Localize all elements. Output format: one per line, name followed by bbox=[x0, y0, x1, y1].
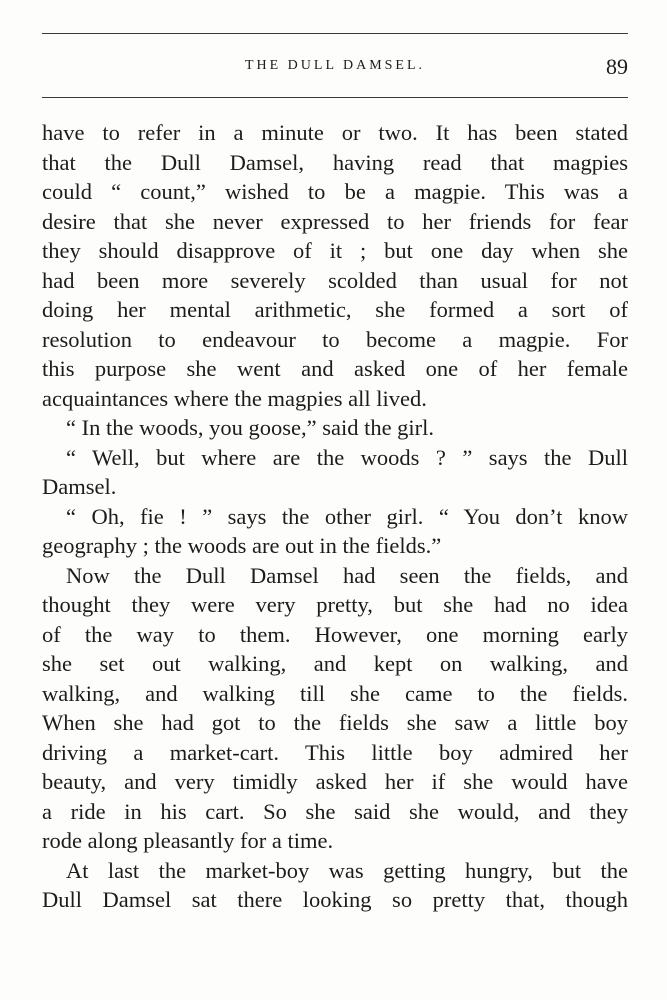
text-line: doing her mental arithmetic, she formed a sort of bbox=[42, 297, 628, 322]
running-title: THE DULL DAMSEL. bbox=[244, 58, 426, 73]
text-line: Dull Damsel sat there looking so pretty that, though bbox=[42, 887, 628, 912]
text-line: acquaintances where the magpies all lived. bbox=[42, 385, 427, 411]
text-line: beauty, and very timidly asked her if she would have bbox=[42, 769, 628, 794]
text-line: walking, and walking till she came to the fields. bbox=[42, 680, 628, 706]
text-line: Now the Dull Damsel had seen the fields, and bbox=[66, 562, 628, 588]
text-line: “ Oh, fie ! ” says the other girl. “ You don’t know bbox=[66, 503, 628, 529]
text-line: had been more severely scolded than usual for not bbox=[42, 267, 628, 293]
text-line: desire that she never expressed to her friends for fear bbox=[42, 208, 628, 234]
text-line: a ride in his cart. So she said she would, and they bbox=[42, 798, 628, 824]
text-line: of the way to them. However, one morning early bbox=[42, 621, 628, 647]
text-line: they should disapprove of it ; but one day when she bbox=[42, 238, 628, 263]
text-line: resolution to endeavour to become a magpie. For bbox=[42, 326, 628, 352]
text-line: driving a market-cart. This little boy admired her bbox=[42, 739, 628, 765]
text-line: At last the market-boy was getting hungry, but the bbox=[66, 857, 628, 883]
text-line: geography ; the woods are out in the fields.” bbox=[42, 533, 442, 558]
text-line: Damsel. bbox=[42, 474, 117, 499]
text-line: “ Well, but where are the woods ? ” says the Dull bbox=[66, 444, 628, 470]
text-line: this purpose she went and asked one of her female bbox=[42, 356, 628, 381]
running-head bbox=[42, 56, 628, 80]
body-text bbox=[42, 118, 628, 915]
text-line: thought they were very pretty, but she had no idea bbox=[42, 592, 628, 617]
header-bottom-rule bbox=[42, 97, 628, 98]
text-line: that the Dull Damsel, having read that magpies bbox=[42, 149, 628, 175]
text-line: have to refer in a minute or two. It has been stated bbox=[42, 120, 628, 145]
header-top-rule bbox=[42, 33, 628, 34]
text-line: rode along pleasantly for a time. bbox=[42, 828, 334, 853]
text-line: could “ count,” wished to be a magpie. This was a bbox=[42, 179, 628, 204]
page-number: 89 bbox=[606, 54, 628, 79]
text-line: she set out walking, and kept on walking, and bbox=[42, 651, 628, 676]
text-line: “ In the woods, you goose,” said the girl. bbox=[66, 415, 435, 440]
text-line: When she had got to the fields she saw a little boy bbox=[42, 710, 628, 735]
